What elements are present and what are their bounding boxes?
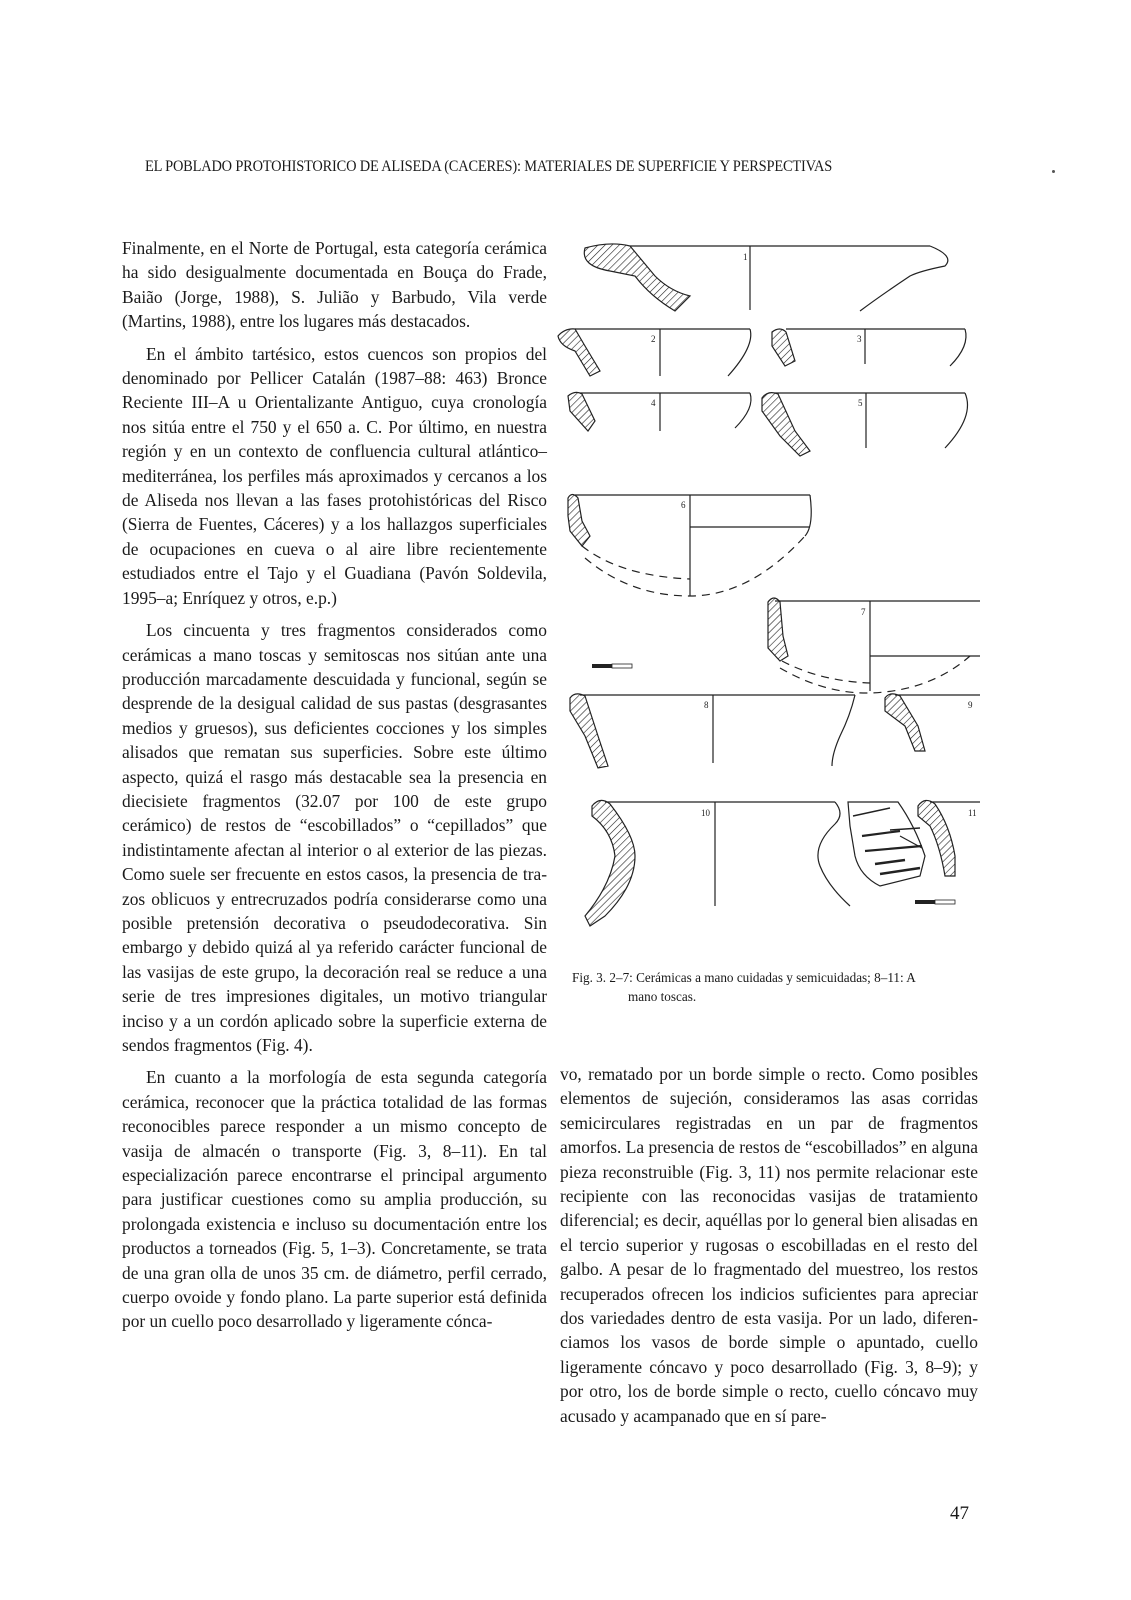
pottery-drawings xyxy=(550,236,980,936)
svg-text:9: 9 xyxy=(968,700,973,710)
sherd-8 xyxy=(570,694,855,768)
figure-caption xyxy=(572,968,982,1006)
svg-text:2: 2 xyxy=(651,334,656,344)
svg-text:4: 4 xyxy=(651,398,656,408)
scan-speck xyxy=(1052,170,1055,173)
sherd-11 xyxy=(918,800,980,876)
paragraph: Finalmente, en el Norte de Portugal, esta categoría cerámica ha sido desigualmente documentada en Bouça do Frade, Baião (Jorge, 1988), S. Julião y Barbudo, Vila verde (Martins, 1988), entre los lugares más destacados. xyxy=(122,238,547,332)
scale-bar xyxy=(915,900,955,904)
paragraph: En el ámbito tartésico, estos cuencos son propios del denominado por Pellicer Catalán (1987–88: 463) Bronce Reciente III–A u Orientalizante Antiguo, cuya cronología nos sitúa entre el 750 y el 650 a. C. Por último, en nuestra región y en un contexto de confluencia cultural atlántico–mediterránea, los perfiles más aproximados y cercanos a los de Aliseda nos llevan a las fases protohistóricas del Risco (Sierra de Fuentes, Cáceres) y a los hallazgos superficiales de ocupaciones en cueva o al aire libre recientemente estudiados entre el Tajo y el Guadiana (Pavón Soldevila, 1995–a; Enríquez y otros, e.p.) xyxy=(122,343,547,608)
svg-text:6: 6 xyxy=(681,500,686,510)
svg-text:11: 11 xyxy=(968,808,977,818)
caption-text: 2–7: Cerámicas a mano cuidadas y semicuidadas; 8–11: A xyxy=(609,970,916,985)
sherd-6 xyxy=(568,495,811,597)
right-column xyxy=(560,1062,978,1436)
page-number: 47 xyxy=(950,1503,969,1524)
sherd-10 xyxy=(585,800,850,926)
svg-text:1: 1 xyxy=(743,252,748,262)
sherd-9 xyxy=(885,694,980,751)
svg-text:5: 5 xyxy=(858,398,863,408)
sherd-2 xyxy=(558,329,751,376)
sherd-1 xyxy=(584,244,948,311)
caption-label: Fig. 3. xyxy=(572,970,607,985)
paragraph: En cuanto a la morfología de esta segunda categoría cerámica, reconocer que la práctica totalidad de las formas reconocibles parece responder a un mismo concepto de vasija de almacén o transporte (Fig. 3, 8–11). En tal especialización parece encontrarse el principal argumento para justificar cuestiones como su amplia producción, su prolongada existencia e incluso su documentación entre los productos a torneados (Fig. 5, 1–3). Concretamente, se trata de una gran olla de unos 35 cm. de diámetro, perfil cerrado, cuerpo ovoide y fondo plano. La parte superior está definida por un cuello poco desarrollado y ligeramente cónca- xyxy=(122,1067,547,1332)
svg-text:3: 3 xyxy=(857,334,862,344)
figure-pottery-profiles xyxy=(550,236,980,936)
caption-text-line2: mano toscas. xyxy=(628,989,697,1004)
running-head: EL POBLADO PROTOHISTORICO DE ALISEDA (CACERES): MATERIALES DE SUPERFICIE Y PERSPECTIVAS xyxy=(145,158,833,175)
scale-bar xyxy=(592,664,632,668)
sherd-3 xyxy=(772,329,966,366)
svg-text:8: 8 xyxy=(704,700,709,710)
sherd-5 xyxy=(762,393,968,456)
paragraph: vo, rematado por un borde simple o recto. Como posibles elementos de sujeción, consideramos las asas corridas semicirculares registradas en un par de fragmentos amorfos. La presencia de restos de “escobillados” en alguna pieza reconstruible (Fig. 3, 11) nos permite relacionar este recipiente con las reconocidas vasijas de tratamiento diferencial; es decir, aquéllas por lo general bien alisadas en el tercio superior y rugosas o escobilladas en el resto del galbo. A pesar de lo fragmentado del muestreo, los restos recuperados ofrecen los indicios suficientes para apreciar dos variedades dentro de esta vasija. Por un lado, diferenciamos los vasos de borde simple o apuntado, cuello ligeramente cóncavo y poco desarrollado (Fig. 3, 8–9); y por otro, los de borde simple o recto, cuello cóncavo muy acusado y acampanado que en sí pare- xyxy=(560,1064,978,1426)
svg-text:10: 10 xyxy=(701,808,710,818)
svg-text:7: 7 xyxy=(861,607,866,617)
sherd-4 xyxy=(568,392,751,431)
left-column xyxy=(122,236,547,1342)
paragraph: Los cincuenta y tres fragmentos considerados como cerámicas a mano toscas y semitoscas nos sitúan ante una producción marcadamente descuidada y funcional, según se desprende de la desigual calidad de sus pastas (desgrasantes medios y gruesos), sus deficientes cocciones y los simples alisados que rematan sus superficies. Sobre este último aspecto, quizá el rasgo más destacable sea la presencia en diecisiete fragmentos (32.07 por 100 de este grupo cerámico) de restos de “escobillados” o “cepillados” que indistintamente afectan al interior o al exterior de las piezas. Como suele ser frecuente en estos casos, la presencia de trazos oblicuos y entrecruzados podría considerarse como una posible pretensión decorativa o pseudodecorativa. Sin embargo y debido quizá al ya referido carácter funcional de las vasijas de este grupo, la decoración real se reduce a una serie de tres impresiones digitales, un motivo triangular inciso y a un cordón aplicado sobre la superficie externa de sendos fragmentos (Fig. 4). xyxy=(122,620,547,1055)
sherd-11-fragment xyxy=(848,802,925,886)
sherd-7 xyxy=(768,598,980,693)
